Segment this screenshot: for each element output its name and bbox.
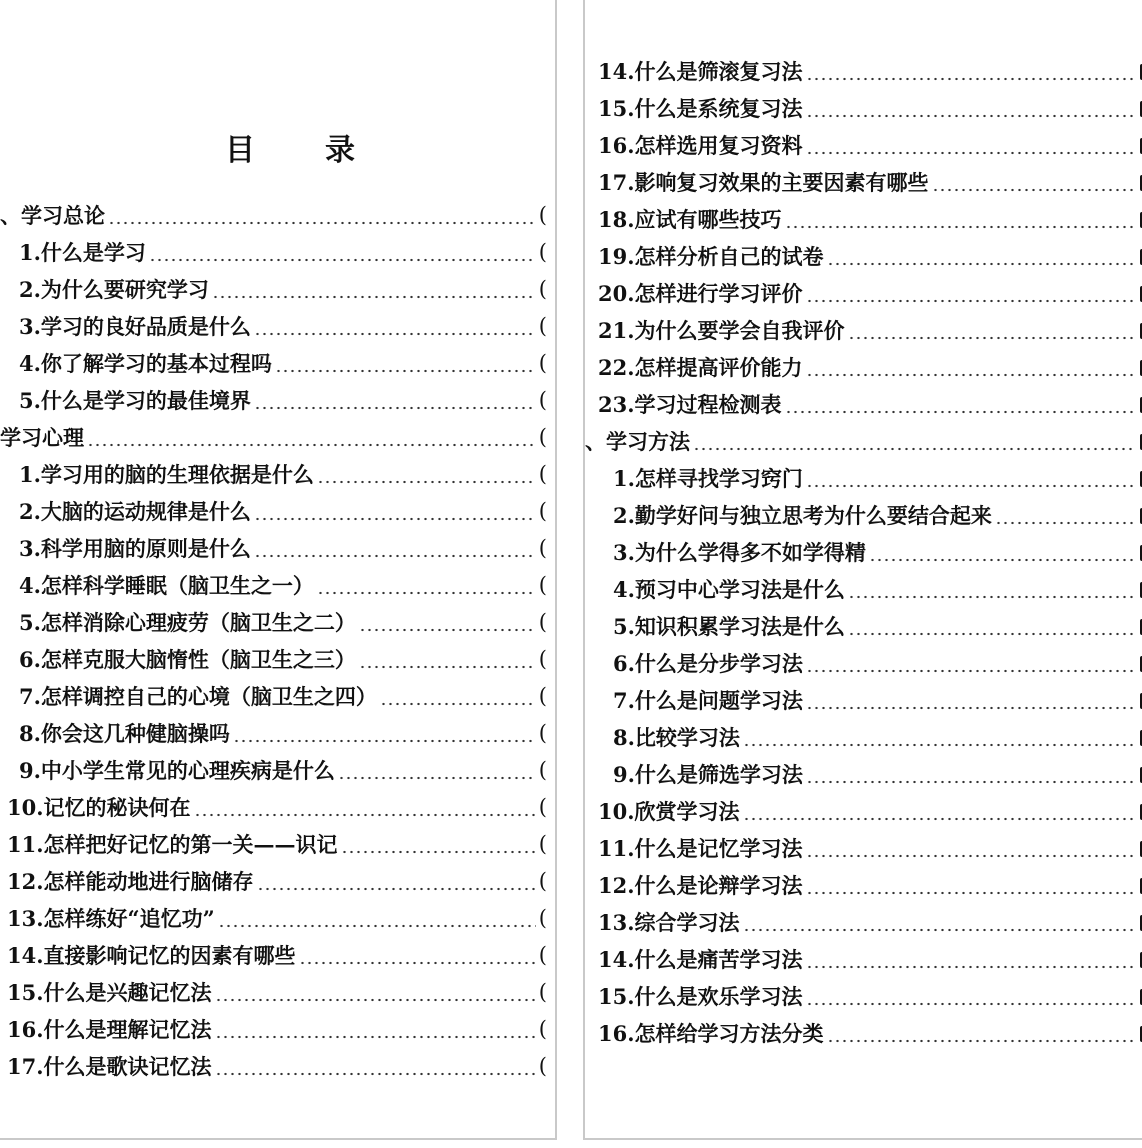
page-number-paren: ( [538,388,547,412]
toc-entry [0,493,557,530]
page-number-paren: ( [538,1054,547,1078]
dot-leader [254,406,536,410]
toc-title-char-1: 目 [225,133,257,168]
toc-entry-title: 17.什么是歌诀记忆法 [7,1054,212,1079]
toc-entry [0,678,557,715]
left-toc-list [0,197,557,1085]
toc-entry-title: 15.什么是欢乐学习法 [598,984,803,1009]
toc-entry-title: 8.你会这几种健脑操吗 [19,721,230,746]
page-number-paren: ( [538,721,547,745]
toc-entry-title: 4.你了解学习的基本过程吗 [19,351,272,376]
page-number-paren: ( [538,795,547,819]
toc-entry [585,349,1142,386]
toc-entry [0,604,557,641]
toc-entry-title: 12.怎样能动地进行脑储存 [7,869,254,894]
toc-entry-title: 12.什么是论辩学习法 [598,873,803,898]
toc-entry-title: 13.综合学习法 [598,910,740,935]
toc-entry [0,863,557,900]
dot-leader [275,369,536,373]
dot-leader [233,739,536,743]
toc-entry [585,904,1142,941]
dot-leader [806,706,1135,710]
dot-leader [341,850,536,854]
toc-entry-title: 14.什么是筛滚复习法 [598,59,803,84]
dot-leader [932,188,1135,192]
toc-entry-title: 19.怎样分析自己的试卷 [598,244,824,269]
page-gutter [557,0,583,1148]
toc-entry [585,941,1142,978]
toc-title [225,125,357,169]
dot-leader [693,447,1135,451]
toc-entry [585,164,1142,201]
toc-entry [0,456,557,493]
dot-leader [806,77,1135,81]
dot-leader [827,262,1135,266]
dot-leader [806,669,1135,673]
dot-leader [215,1072,536,1076]
page-number-paren: ( [538,277,547,301]
dot-leader [785,410,1135,414]
toc-entry-title: 9.中小学生常见的心理疾病是什么 [19,758,335,783]
toc-entry-title: 16.怎样选用复习资料 [598,133,803,158]
dot-leader [218,924,536,928]
toc-entry [585,127,1142,164]
page-number-paren: ( [538,240,547,264]
dot-leader [869,558,1135,562]
dot-leader [215,1035,536,1039]
dot-leader [254,517,536,521]
right-page [583,0,1142,1140]
toc-entry [585,682,1142,719]
toc-entry-title: 5.怎样消除心理疲劳（脑卫生之二） [19,610,356,635]
toc-entry [0,789,557,826]
page-number-paren: ( [538,869,547,893]
page-number-paren: ( [538,1017,547,1041]
dot-leader [806,484,1135,488]
page-number-paren: ( [538,314,547,338]
toc-entry [0,641,557,678]
toc-entry [585,1015,1142,1052]
dot-leader [338,776,536,780]
dot-leader [359,665,536,669]
toc-entry [585,312,1142,349]
dot-leader [299,961,536,965]
toc-entry-title: 6.怎样克服大脑惰性（脑卫生之三） [19,647,356,672]
dot-leader [359,628,536,632]
toc-entry [585,793,1142,830]
toc-entry-title: 10.欣赏学习法 [598,799,740,824]
left-page [0,0,557,1140]
dot-leader [743,817,1135,821]
dot-leader [827,1039,1135,1043]
dot-leader [87,443,536,447]
toc-entry [0,1011,557,1048]
toc-entry-title: 23.学习过程检测表 [598,392,782,417]
dot-leader [380,702,536,706]
toc-entry [0,937,557,974]
dot-leader [806,891,1135,895]
toc-entry-title: 5.知识积累学习法是什么 [613,614,845,639]
dot-leader [806,114,1135,118]
toc-entry [0,345,557,382]
toc-entry-title: 4.预习中心学习法是什么 [613,577,845,602]
toc-entry-title: 4.怎样科学睡眠（脑卫生之一） [19,573,314,598]
dot-leader [848,632,1135,636]
toc-entry [585,756,1142,793]
toc-entry [585,53,1142,90]
dot-leader [149,258,536,262]
dot-leader [317,480,536,484]
toc-entry [0,419,557,456]
dot-leader [785,225,1135,229]
toc-entry-title: 20.怎样进行学习评价 [598,281,803,306]
toc-entry [585,645,1142,682]
toc-entry-title: 16.怎样给学习方法分类 [598,1021,824,1046]
toc-entry [0,382,557,419]
toc-entry [0,567,557,604]
toc-entry [0,974,557,1011]
toc-entry [0,752,557,789]
toc-entry [585,978,1142,1015]
dot-leader [806,1002,1135,1006]
dot-leader [254,332,536,336]
toc-entry-title: 9.什么是筛选学习法 [613,762,803,787]
page-number-paren: ( [538,425,547,449]
toc-entry-title: 3.学习的良好品质是什么 [19,314,251,339]
toc-entry-title: 6.什么是分步学习法 [613,651,803,676]
toc-entry [0,234,557,271]
toc-entry [0,715,557,752]
toc-entry-title: 22.怎样提高评价能力 [598,355,803,380]
toc-entry [585,275,1142,312]
dot-leader [317,591,536,595]
dot-leader [108,221,536,225]
page-number-paren: ( [538,684,547,708]
toc-entry [0,271,557,308]
toc-entry-title: 21.为什么要学会自我评价 [598,318,845,343]
page-number-paren: ( [538,647,547,671]
toc-entry-title: 7.什么是问题学习法 [613,688,803,713]
toc-entry-title: 2.勤学好问与独立思考为什么要结合起来 [613,503,992,528]
page-number-paren: ( [538,462,547,486]
toc-entry-title: 学习心理 [0,425,84,450]
toc-entry-title: 15.什么是兴趣记忆法 [7,980,212,1005]
page-number-paren: ( [538,203,547,227]
toc-entry-title: 11.怎样把好记忆的第一关——识记 [7,832,338,857]
page-number-paren: ( [538,943,547,967]
toc-entry [585,497,1142,534]
toc-entry-title: 1.什么是学习 [19,240,146,265]
toc-entry [585,460,1142,497]
dot-leader [806,299,1135,303]
dot-leader [806,780,1135,784]
page-number-paren: ( [538,980,547,1004]
dot-leader [743,928,1135,932]
toc-entry [585,238,1142,275]
toc-entry-title: 14.直接影响记忆的因素有哪些 [7,943,296,968]
toc-entry-title: 14.什么是痛苦学习法 [598,947,803,972]
page-number-paren: ( [538,536,547,560]
dot-leader [806,965,1135,969]
toc-entry-title: 15.什么是系统复习法 [598,96,803,121]
toc-entry-title: 5.什么是学习的最佳境界 [19,388,251,413]
toc-entry-title: 13.怎样练好“追忆功” [7,906,215,931]
page-number-paren: ( [538,351,547,375]
dot-leader [194,813,536,817]
right-toc-list [585,53,1142,1052]
toc-entry [0,900,557,937]
toc-entry [0,826,557,863]
toc-entry [0,197,557,234]
dot-leader [806,151,1135,155]
toc-title-char-2: 录 [325,133,357,168]
toc-entry [585,90,1142,127]
toc-entry [585,201,1142,238]
toc-entry-title: 10.记忆的秘诀何在 [7,795,191,820]
toc-entry-title: 3.科学用脑的原则是什么 [19,536,251,561]
dot-leader [743,743,1135,747]
toc-entry-title: 2.大脑的运动规律是什么 [19,499,251,524]
dot-leader [848,336,1135,340]
toc-entry [585,386,1142,423]
toc-entry-title: 1.学习用的脑的生理依据是什么 [19,462,314,487]
toc-entry [585,423,1142,460]
toc-entry [585,719,1142,756]
page-number-paren: ( [538,499,547,523]
toc-entry [0,1048,557,1085]
dot-leader [995,521,1135,525]
page-number-paren: ( [538,906,547,930]
page-number-paren: ( [538,758,547,782]
toc-entry-title: 2.为什么要研究学习 [19,277,209,302]
toc-entry [585,534,1142,571]
page-number-paren: ( [538,832,547,856]
toc-entry-title: 1.怎样寻找学习窍门 [613,466,803,491]
toc-entry [585,830,1142,867]
toc-entry [585,608,1142,645]
toc-entry [0,530,557,567]
toc-entry-title: 18.应试有哪些技巧 [598,207,782,232]
dot-leader [848,595,1135,599]
toc-entry-title: 、学习方法 [585,429,690,454]
dot-leader [806,854,1135,858]
dot-leader [806,373,1135,377]
toc-entry [585,571,1142,608]
dot-leader [212,295,536,299]
dot-leader [257,887,536,891]
dot-leader [254,554,536,558]
toc-entry-title: 3.为什么学得多不如学得精 [613,540,866,565]
page-number-paren: ( [538,573,547,597]
toc-entry-title: 16.什么是理解记忆法 [7,1017,212,1042]
dot-leader [215,998,536,1002]
toc-entry-title: 17.影响复习效果的主要因素有哪些 [598,170,929,195]
toc-entry [0,308,557,345]
toc-entry [585,867,1142,904]
toc-entry-title: 11.什么是记忆学习法 [598,836,803,861]
page-number-paren: ( [538,610,547,634]
toc-entry-title: 7.怎样调控自己的心境（脑卫生之四） [19,684,377,709]
toc-entry-title: 8.比较学习法 [613,725,740,750]
toc-entry-title: 、学习总论 [0,203,105,228]
